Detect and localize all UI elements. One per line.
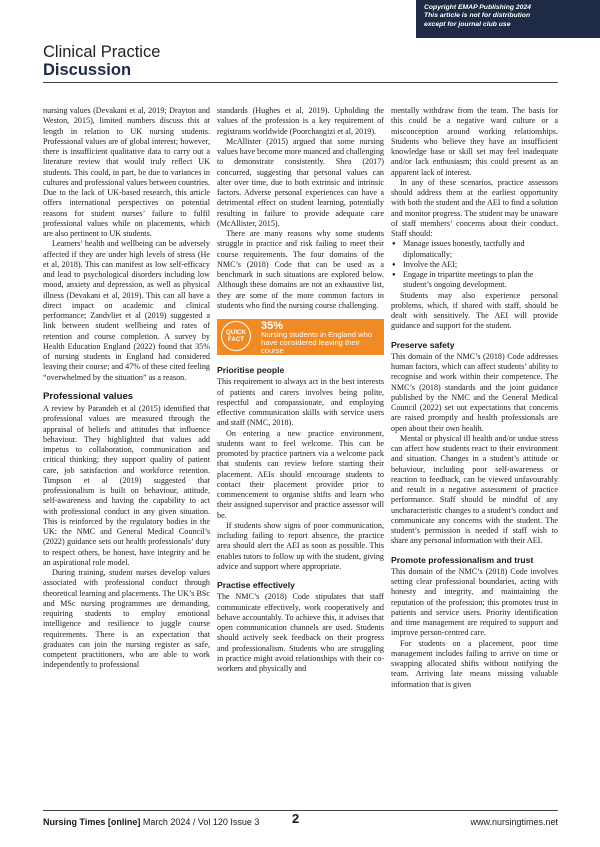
heading-promote-professionalism: Promote professionalism and trust (391, 554, 534, 565)
paragraph: This domain of the NMC’s (2018) Code addresses human factors, which can affect students’ ability to recognise and work within their competence. The NMC’s (2018) standards and the joint guidance published by the NMC and the General Medical Council (2022) set out expectations that concerns are raised promptly and health professionals are open about their own health. (391, 351, 558, 433)
heading-prioritise-people: Prioritise people (217, 365, 285, 375)
paragraph: This domain of the NMC’s (2018) Code involves setting clear professional boundaries, acting with honesty and integrity, and maintaining the reputation of the profession; this promotes trust in patients and service users. Priority identification and time management are required to support and improve person-centred care. (391, 566, 558, 638)
paragraph: standards (Hughes et al, 2019). Upholding the values of the profession is a key requirement of registrants worldwide (Poorchangizi et al, 2019). (217, 106, 384, 136)
text-column-2 (217, 106, 384, 674)
paragraph: Mental or physical ill health and/or undue stress can affect how students react to their environment and situation. Changes in a student’s attitude or behaviour, including poor self-awareness or reaction to feedback, can be viewed unfavourably and result in a negative assessment of practice performance. Staff should be mindful of any uncharacteristic changes to a student’s conduct and communicate any concerns with the student. The student’s permission is needed if staff wish to share any personal information with their AEI. (391, 433, 558, 546)
badge-label: FACT (227, 336, 245, 343)
paragraph: The NMC’s (2018) Code stipulates that staff communicate effectively, work cooperatively and behave accountably. To achieve this, it advises that open communication channels are used. Students should actively seek feedback on their progress and professionalism. Students who are struggling in practice might avoid relationships with their co-workers and physically and (217, 592, 384, 673)
copyright-line: Copyright EMAP Publishing 2024 (424, 4, 532, 11)
paragraph: In any of these scenarios, practice assessors should address them at the earliest opportunity with both the student and the AEI to find a solution and monitor progress. The student may be unaware of staff members’ concerns about their conduct. Staff should: (391, 177, 558, 238)
paragraph: On entering a new practice environment, students want to feel welcome. This can be promoted by practice partners via a welcome pack that students can review before starting their placement. AEIs should encourage students to contact their placement provider prior to commencement to organise shifts and learn who their assigned supervisor and practice assessor will be. (217, 428, 384, 520)
paragraph: There are many reasons why some students struggle in practice and risk failing to meet their course requirements. The four domains of the NMC’s (2018) Code that can be used as a benchmark in such situations are explored below. Although these domains are not an exhaustive list, they are some of the more common factors in students who find the nursing course challenging. (217, 229, 384, 310)
copyright-line: except for journal club use (424, 20, 511, 28)
subsection-title: Discussion (43, 61, 132, 79)
paragraph: A review by Parandeh et al (2015) identified that professional values are measured through the appraisal of beliefs and attitudes that influence behaviour. They highlighted that values add impetus to collaboration, communication and critical thinking; they support quality of patient care, job satisfaction and workforce retention. Timpson et al (2019) suggested that professionalism is built on behaviour, attitude, self-awareness and having the capability to act with professional conduct in any given situation. This is reinforced by the regulatory bodies in the UK: the NMC and General Medical Council’s (2022) guidance sets out health professionals’ duty to respect others, be honest, have integrity and be an aspirational role model. (43, 404, 210, 567)
paragraph: For students on a placement, poor time management includes failing to arrive on time or swapping allocated shifts without notifying the team. Arriving late means missing valuable information that is given (391, 638, 558, 689)
paragraph: McAllister (2015) argued that some nursing values have become more nuanced and challenging to demonstrate consistently. Shea (2017) concurred, suggesting that personal values can alter over time, due to both extrinsic and intrinsic factors. Adverse personal experiences can have a detrimental effect on student learning, potentially resulting in failure to provide adequate care (McAllister, 2015). (217, 136, 384, 228)
bullet-list (391, 239, 558, 290)
section-title: Clinical Practice (43, 43, 161, 61)
heading-professional-values: Professional values (43, 390, 134, 402)
paragraph: nursing values (Devakani et al, 2019; Drayton and Weston, 2015), limited numbers discuss this at length in relation to UK nursing students. Professional values are of global interest; however, there is insufficient qualitative data to carry out a literature review that would truly reflect UK students. This could, in part, be due to variances in cultures and professional values between countries. Due to the lack of UK-based research, this article offers international perspectives on potential reasons for student nurses’ failure to fulfil professional values while on placements, which are also pertinent to UK students. (43, 106, 210, 238)
paragraph: mentally withdraw from the team. The basis for this could be a negative ward culture or a misconception around working relationships. Students who believe they have an insufficient knowledge base or skill set may feel inadequate and/or lack enthusiasm; this could present as an apparent lack of interest. (391, 106, 558, 177)
footer-divider (43, 810, 558, 811)
paragraph: Learners’ health and wellbeing can be adversely affected if they are under high levels of stress (He et al, 2018). This can manifest as low self-efficacy and lead to psychological disorders including low mood, anxiety and depression, as well as physical illness (Devakani et al, 2019). This can all have a direct impact on academic and clinical performance; Zandvliet et al (2019) suggested a link between student wellbeing and rates of retention and course completion. A survey by Health Education England (2022) found that 35% of nursing students in England had considered leaving their course; and 47% of these cited feeling “overwhelmed by the situation” as a reason. (43, 239, 210, 382)
copyright-line: This article is not for distribution (424, 12, 531, 20)
heading-practise-effectively: Practise effectively (217, 580, 295, 590)
quick-fact-badge (221, 321, 251, 351)
paragraph: Students may also experience personal problems, which, if shared with staff, should be dealt with sensitively. The AEI will provide guidance and support for the student. (391, 290, 558, 331)
list-item: ● Manage issues honestly, tactfully and diplomatically; (403, 239, 558, 260)
list-item: ● Engage in tripartite meetings to plan the student’s ongoing development. (403, 270, 558, 291)
footer-issue: March 2024 / Vol 120 Issue 3 (140, 817, 260, 827)
paragraph: During training, student nurses develop values associated with professional conduct through theoretical learning and placements. The UK’s BSc and MSc nursing programmes are demanding, requiring students to employ emotional intelligence and resilience to juggle course requirements. There is an expectation that graduates can join the nursing register as safe, competent practitioners, who are able to work independently to professional (43, 568, 210, 670)
copyright-notice (416, 0, 600, 38)
heading-preserve-safety: Preserve safety (391, 339, 455, 350)
paragraph: This requirement to always act in the best interests of patients and carers involves being polite, respectful and compassionate, and employing effective communication skills with service users and staff (NMC, 2018). (217, 377, 384, 428)
header-divider (43, 82, 558, 83)
footer-citation (43, 816, 259, 828)
page-number: 2 (292, 811, 300, 826)
list-item: ● Involve the AEI; (403, 260, 558, 270)
quick-fact-value: 35% (261, 320, 284, 332)
quick-fact-text: Nursing students in England who have considered leaving their course (261, 330, 373, 355)
text-column-1 (43, 106, 210, 671)
paragraph: If students show signs of poor communication, including failing to report absence, the practice area should alert the AEI as soon as possible. This enables tutors to follow up with the student, giving advice and support where appropriate. (217, 520, 384, 571)
quick-fact-box (217, 319, 384, 355)
text-column-3 (391, 106, 558, 690)
badge-label: QUICK (226, 329, 246, 336)
footer-url[interactable]: www.nursingtimes.net (470, 817, 558, 827)
footer-journal: Nursing Times [online] (43, 817, 141, 827)
